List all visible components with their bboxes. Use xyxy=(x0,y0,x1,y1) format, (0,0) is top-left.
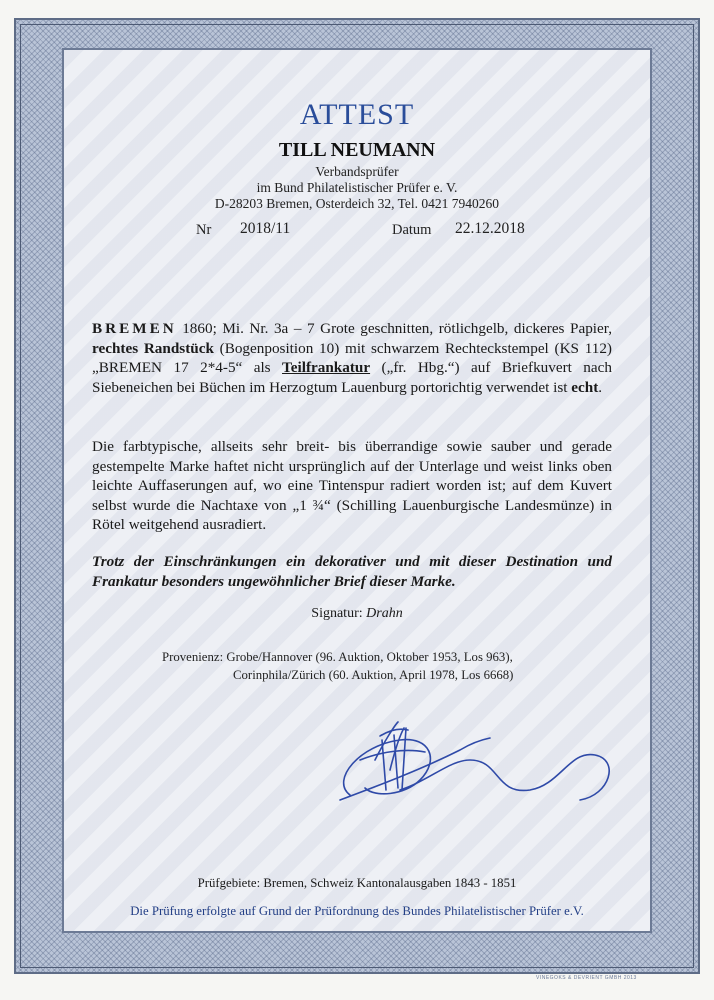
p1-text-4: . xyxy=(598,378,603,396)
teilfrankatur-label: Teilfrankatur xyxy=(282,359,371,376)
date-label: Datum xyxy=(392,222,432,238)
paragraph-summary: Trotz der Einschränkungen ein dekorativer und mit dieser Destination und Frankatur besonders ungewöhnlicher Brief dieser Marke. xyxy=(92,553,612,590)
p1-text-1: 1860; Mi. Nr. 3a – 7 Grote geschnitten, rötlichgelb, dickeres Papier, xyxy=(176,320,612,337)
examiner-name: TILL NEUMANN xyxy=(278,139,436,161)
p1-text-2: (Bogenposition 10) mit schwarzem Rechteckstempel (KS 112) „BREMEN 17 2*4-5“ als xyxy=(92,339,612,376)
examiner-address: D-28203 Bremen, Osterdeich 32, Tel. 0421 7940260 xyxy=(214,196,500,211)
paragraph-description xyxy=(92,319,612,397)
provenance-line-2: Corinphila/Zürich (60. Auktion, April 1978, Los 6668) xyxy=(233,668,514,682)
printer-copyright: VINEGOKS & DEVRIENT GMBH 2013 xyxy=(536,975,637,981)
provenance-line-1: Provenienz: Grobe/Hannover (96. Auktion, Oktober 1953, Los 963), xyxy=(162,650,513,664)
examiner-association: im Bund Philatelistischer Prüfer e. V. xyxy=(256,180,458,195)
signatur-label: Signatur: xyxy=(311,606,367,621)
examination-scope: Prüfgebiete: Bremen, Schweiz Kantonalausgaben 1843 - 1851 xyxy=(197,876,517,890)
nr-label: Nr xyxy=(196,222,212,238)
signatur-line xyxy=(62,606,652,622)
signatur-value: Drahn xyxy=(366,606,403,621)
rechtes-randstueck: rechtes Randstück xyxy=(92,339,214,357)
certificate-title: ATTEST xyxy=(299,98,415,131)
date-value: 22.12.2018 xyxy=(455,220,525,237)
p1-text-3: („fr. Hbg.“) auf Briefkuvert nach Siebeneichen bei Büchen im Herzogtum Lauenburg portorichtig verwendet ist xyxy=(92,359,612,396)
handwritten-signature xyxy=(320,700,630,820)
examiner-role: Verbandsprüfer xyxy=(315,164,399,179)
examination-note: Die Prüfung erfolgte auf Grund der Prüfordnung des Bundes Philatelistischer Prüfer e.V. xyxy=(130,904,584,918)
echt-label: echt xyxy=(571,378,599,396)
nr-value: 2018/11 xyxy=(240,220,291,237)
bremen-label: BREMEN xyxy=(92,320,177,337)
paragraph-condition: Die farbtypische, allseits sehr breit- bis überrandige sowie sauber und gerade gestempelte Marke haftet nicht ursprünglich auf der Unterlage und weist links oben leichte Auffaserungen auf, wo eine Tintenspur radiert worden ist; auf dem Kuvert selbst wurde die Nachtaxe von „1 ¾“ (Schilling Lauenburgische Landesmünze) in Rötel weitgehend ausradiert. xyxy=(92,438,612,533)
